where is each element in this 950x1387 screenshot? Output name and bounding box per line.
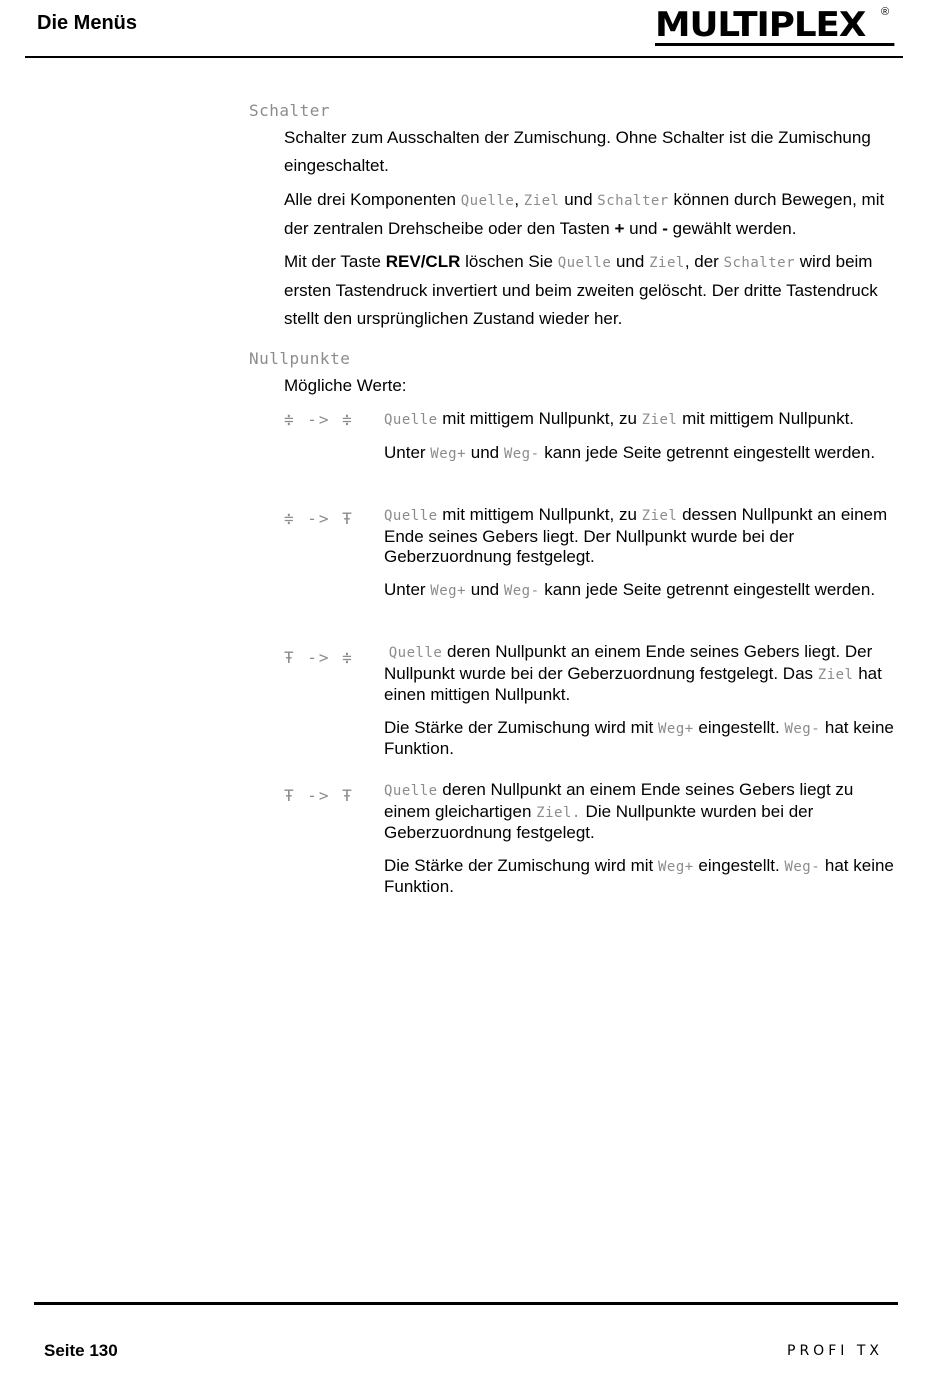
multiplex-logo: MULTIPLEX <box>655 7 894 46</box>
lcd-term-quelle: Quelle <box>460 193 515 209</box>
schalter-paragraph-1: Schalter zum Ausschalten der Zumischung. Ohne Schalter ist die Zumischung eingeschaltet. <box>284 128 871 175</box>
section-heading-schalter: Schalter <box>249 101 331 120</box>
zero-point-description: Quelle deren Nullpunkt an einem Ende seines Gebers liegt zu einem gleichartigen Ziel. Die Nullpunkte wurden bei der Geberzuordnung festgelegt. Die Stärke der Zumischung wird mit Weg+ eingestellt. Weg- hat keine Funktion. <box>384 780 894 896</box>
key-rev-clr: REV/CLR <box>385 252 461 271</box>
page-number: Seite 130 <box>44 1341 118 1360</box>
footer-divider <box>34 1302 898 1305</box>
lcd-term-schalter: Schalter <box>597 193 669 209</box>
zero-point-symbol: Ŧ -> Ŧ <box>284 786 354 805</box>
schalter-paragraph-3: Mit der Taste REV/CLR löschen Sie Quelle und Ziel, der Schalter wird beim ersten Tastendruck invertiert und beim zweiten gelöscht. Der dritte Tastendruck stellt den ursprünglichen Zustand wieder her. <box>284 252 878 328</box>
key-plus: + <box>614 219 625 238</box>
zero-point-symbol: Ŧ -> ≑ <box>284 648 354 667</box>
nullpunkte-intro: Mögliche Werte: <box>284 376 407 395</box>
zero-point-description: Quelle mit mittigem Nullpunkt, zu Ziel dessen Nullpunkt an einem Ende seines Gebers liegt. Der Nullpunkt wurde bei der Geberzuordnung festgelegt. Unter Weg+ und Weg- kann jede Seite getrennt eingestellt werden. <box>384 505 888 599</box>
registered-mark: ® <box>881 6 890 18</box>
zero-point-description: Quelle deren Nullpunkt an einem Ende seines Gebers liegt. Der Nullpunkt wurde bei der Geberzuordnung festgelegt. Das Ziel hat einen mittigen Nullpunkt. Die Stärke der Zumischung wird mit Weg+ eingestellt. Weg- hat keine Funktion. <box>384 642 894 758</box>
lcd-term-ziel: Ziel <box>523 193 560 209</box>
product-name: PROFI TX <box>787 1343 883 1359</box>
zero-point-symbol: ≑ -> ≑ <box>284 410 354 429</box>
lcd-term-quelle: Quelle <box>557 255 612 271</box>
schalter-paragraph-2: Alle drei Komponenten Quelle, Ziel und Schalter können durch Bewegen, mit der zentralen Drehscheibe oder den Tasten + und - gewählt werden. <box>284 190 885 238</box>
header-divider <box>25 56 903 58</box>
zero-point-description: Quelle mit mittigem Nullpunkt, zu Ziel mit mittigem Nullpunkt. Unter Weg+ und Weg- kann jede Seite getrennt eingestellt werden. <box>384 409 876 462</box>
lcd-term-ziel: Ziel <box>649 255 685 271</box>
lcd-term-schalter: Schalter <box>723 255 795 271</box>
page-header-title: Die Menüs <box>37 12 138 34</box>
zero-point-symbol: ≑ -> Ŧ <box>284 509 354 528</box>
section-heading-nullpunkte: Nullpunkte <box>249 349 351 368</box>
key-minus: - <box>662 219 668 238</box>
